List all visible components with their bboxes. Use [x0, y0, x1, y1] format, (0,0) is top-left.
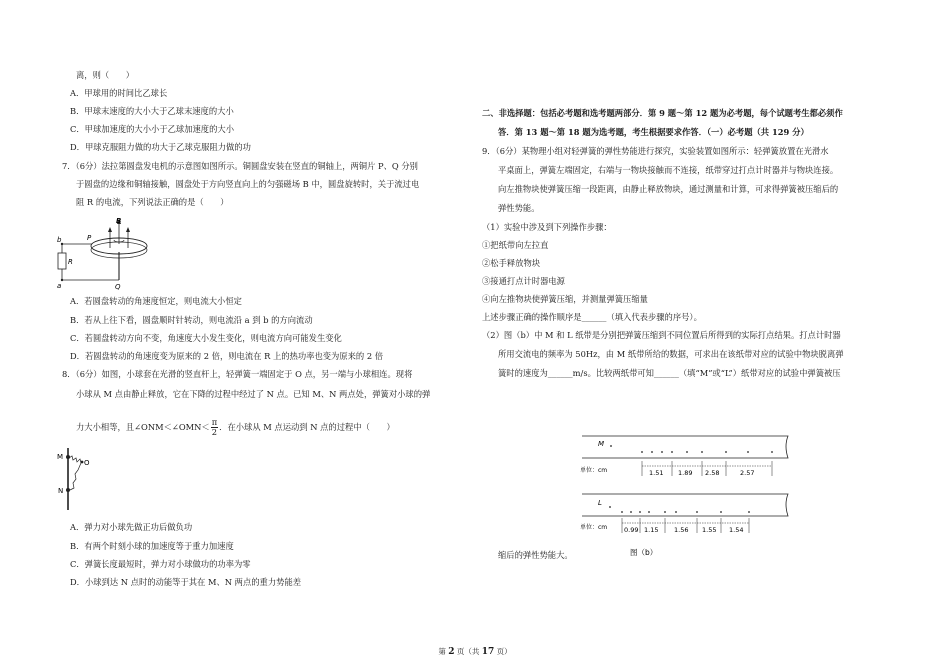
q9-stem-line1: 9．（6分）某物理小组对轻弹簧的弹性势能进行探究，实验装置如图所示：轻弹簧放置在光滑水	[482, 146, 829, 156]
tape-m-dots	[641, 451, 773, 453]
tape-l-unit: 单位：cm	[580, 524, 608, 531]
q9-part2-line1: （2）图（b）中 M 和 L 纸带是分别把弹簧压缩到不同位置后所得到的实际打点结果。打点计时器	[482, 330, 841, 340]
page-footer	[0, 646, 950, 657]
q9-step-2: ②松手释放物块	[482, 258, 541, 268]
footer-post: 页）	[494, 647, 512, 656]
paper-tape-figure	[576, 432, 802, 560]
q9-stem-line3: 向左推物块使弹簧压缩一段距离，由静止释放物块，通过测量和计算，可求得弹簧被压缩后的	[498, 184, 839, 194]
tape-l-dots	[621, 511, 750, 513]
label-Q: Q	[115, 283, 121, 290]
tape-m	[580, 436, 788, 477]
section-heading-line2: 答．第 13 题～第 18 题为选考题，考生根据要求作答．（一）必考题（共 129 分）	[498, 127, 809, 137]
tape-l-value-3: 1.56	[674, 526, 689, 534]
q6-option-a: A．甲球用的时间比乙球长	[70, 88, 168, 98]
tape-l-value-1: 0.99	[624, 526, 639, 534]
label-B: B	[116, 217, 122, 225]
q9-step-4: ④向左推物块使弹簧压缩，并测量弹簧压缩量	[482, 294, 648, 304]
q7-option-a: A．若圆盘转动的角速度恒定，则电流大小恒定	[70, 296, 242, 306]
q9-step-1: ①把纸带向左拉直	[482, 240, 549, 250]
spring-rod-figure	[54, 446, 98, 512]
figure-caption: 图（b）	[630, 548, 658, 557]
q7-option-b: B．若从上往下看，圆盘顺时针转动，则电流沿 a 到 b 的方向流动	[70, 315, 313, 325]
q9-part1-question: 上述步骤正确的操作顺序是______（填入代表步骤的序号）。	[482, 312, 702, 322]
footer-mid: 页（共	[454, 647, 482, 656]
pi-over-2-fraction	[211, 418, 218, 437]
q6-tail: 离，则（ ）	[76, 70, 135, 80]
q9-step-3: ③接通打点计时器电源	[482, 276, 565, 286]
tape-l-value-5: 1.54	[729, 526, 744, 534]
page-total: 17	[481, 647, 495, 657]
label-P: P	[87, 234, 92, 242]
q9-stem-line4: 弹性势能。	[498, 203, 540, 213]
fraction-denominator: 2	[211, 427, 218, 437]
footer-pre: 第	[438, 647, 449, 656]
section-heading-line1: 二、非选择题：包括必考题和选考题两部分．第 9 题～第 12 题为必考题，每个试题考生都必须作	[482, 108, 843, 118]
label-a: a	[57, 282, 62, 290]
q8-stem-line2: 小球从 M 点由静止释放，它在下降的过程中经过了 N 点。已知 M、N 两点处，弹簧对小球的弹	[76, 389, 431, 399]
fraction-numerator: π	[211, 417, 218, 427]
q9-part2-line4: 缩后的弹性势能大。	[498, 550, 573, 560]
q9-stem-line2: 平桌面上，弹簧左端固定，右端与一物块接触而不连接，纸带穿过打点计时器并与物块连接。	[498, 165, 839, 175]
q6-option-c: C．甲球加速度的大小小于乙球加速度的大小	[70, 124, 234, 134]
q6-option-b: B．甲球末速度的大小大于乙球末速度的大小	[70, 106, 234, 116]
label-O: O	[84, 459, 90, 467]
label-N: N	[58, 487, 64, 495]
q8-option-c: C．弹簧长度最短时，弹力对小球做功的功率为零	[70, 559, 251, 569]
q9-part2-line3: 簧时的速度为______m/s。比较两纸带可知______（填“M”或“L”）纸带对应的试验中弹簧被压	[498, 368, 841, 378]
tape-l-value-4: 1.55	[702, 526, 717, 534]
label-M: M	[57, 453, 64, 461]
q9-part1-intro: （1）实验中涉及到下列操作步骤：	[482, 222, 612, 232]
page-number: 2	[448, 647, 455, 657]
q6-option-d: D．甲球克服阻力做的功大于乙球克服阻力做的功	[70, 142, 251, 152]
q9-part2-line2: 所用交流电的频率为 50Hz，由 M 纸带所给的数据，可求出在该纸带对应的试验中物块脱离弹	[498, 349, 844, 359]
tape-l	[580, 494, 788, 534]
tape-m-value-3: 2.58	[705, 469, 720, 477]
q7-option-c: C．若圆盘转动方向不变，角速度大小发生变化，则电流方向可能发生变化	[70, 333, 342, 343]
q8-stem-line3	[76, 418, 395, 437]
tape-l-label: L	[598, 499, 602, 507]
label-b: b	[57, 236, 62, 244]
tape-m-value-4: 2.57	[740, 469, 755, 477]
tape-l-value-2: 1.15	[644, 526, 659, 534]
tape-m-value-1: 1.51	[649, 469, 664, 477]
q8-formula-pre: 力大小相等，且∠ONM＜∠OMN＜	[76, 422, 210, 432]
tape-m-unit: 单位：cm	[580, 467, 608, 474]
q8-formula-post: ．在小球从 M 点运动到 N 点的过程中（ ）	[219, 422, 395, 432]
q7-stem-line2: 于圆盘的边缘和铜轴接触，圆盘处于方向竖直向上的匀强磁场 B 中，圆盘旋转时，关于流过电	[76, 179, 420, 189]
tape-m-value-2: 1.89	[678, 469, 693, 477]
q8-stem-line1: 8．（6分）如图，小球套在光滑的竖直杆上，轻弹簧一端固定于 O 点，另一端与小球相连。现将	[62, 369, 413, 379]
q8-option-b: B．有两个时刻小球的加速度等于重力加速度	[70, 541, 234, 551]
q7-stem-line3: 阻 R 的电流，下列说法正确的是（ ）	[76, 197, 229, 207]
tape-m-label: M	[598, 440, 605, 448]
label-R: R	[68, 258, 73, 266]
faraday-disc-figure	[54, 214, 164, 290]
q7-stem-line1: 7．（6分）法拉第圆盘发电机的示意图如图所示。铜圆盘安装在竖直的铜轴上，两铜片 P、Q 分别	[62, 161, 418, 171]
q8-option-a: A．弹力对小球先做正功后做负功	[70, 522, 193, 532]
q7-option-d: D．若圆盘转动的角速度变为原来的 2 倍，则电流在 R 上的热功率也变为原来的 2 倍	[70, 351, 384, 361]
q8-option-d: D．小球到达 N 点时的动能等于其在 M、N 两点的重力势能差	[70, 577, 302, 587]
